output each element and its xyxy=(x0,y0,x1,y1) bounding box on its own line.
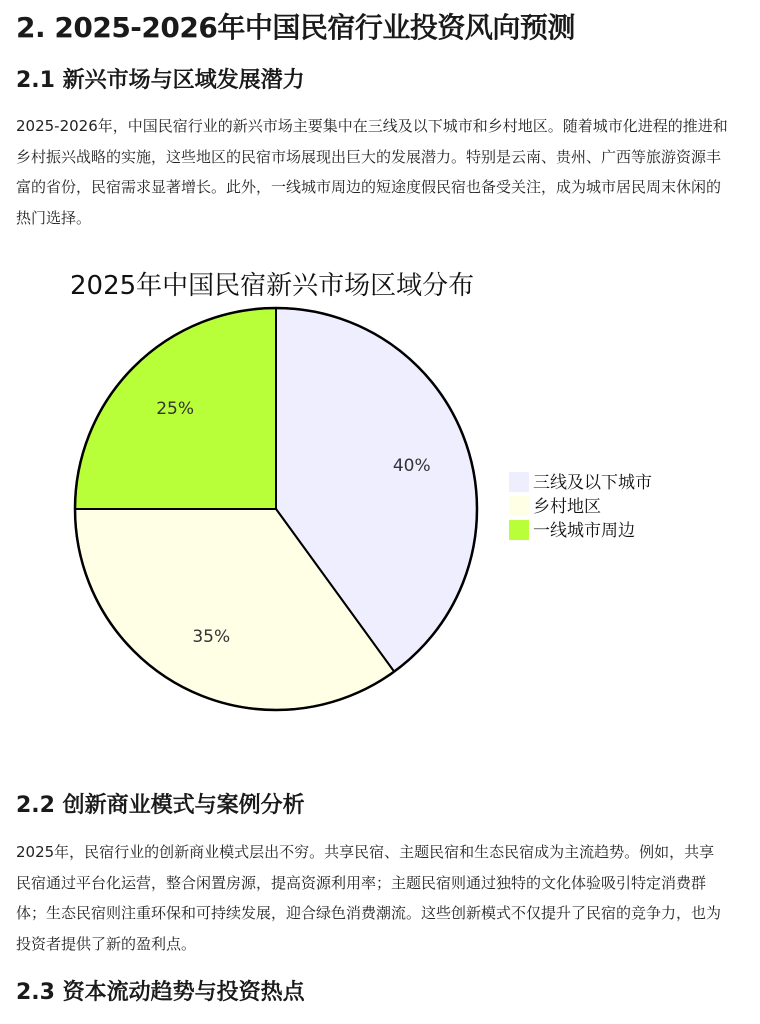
legend-swatch-1 xyxy=(509,472,529,492)
pie-chart-svg xyxy=(0,250,760,730)
chart-title: 2025年中国民宿新兴市场区域分布 xyxy=(70,271,475,301)
page-title: 2. 2025-2026年中国民宿行业投资风向预测 xyxy=(16,11,575,44)
section-paragraph-2-1: 2025-2026年，中国民宿行业的新兴市场主要集中在三线及以下城市和乡村地区。随着城市化进程的推进和乡村振兴战略的实施，这些地区的民宿市场展现出巨大的发展潜力。特别是云南、贵州、广西等旅游资源丰富的省份，民宿需求显著增长。此外，一线城市周边的短途度假民宿也备受关注，成为城市居民周末休闲的热门选择。 xyxy=(16,117,728,227)
section-heading-2-3: 2.3 资本流动趋势与投资热点 xyxy=(16,980,305,1005)
section-paragraph-2-2: 2025年，民宿行业的创新商业模式层出不穷。共享民宿、主题民宿和生态民宿成为主流趋势。例如，共享民宿通过平台化运营，整合闲置房源，提高资源利用率；主题民宿则通过独特的文化体验吸引特定消费群体；生态民宿则注重环保和可持续发展，迎合绿色消费潮流。这些创新模式不仅提升了民宿的竞争力，也为投资者提供了新的盈利点。 xyxy=(16,843,722,953)
legend-swatch-3 xyxy=(509,520,529,540)
legend-label-1: 三线及以下城市 xyxy=(533,473,652,493)
legend-label-3: 一线城市周边 xyxy=(533,521,635,541)
pie-slices xyxy=(75,308,477,710)
section-heading-2-1: 2.1 新兴市场与区域发展潜力 xyxy=(16,68,305,93)
legend-swatch-2 xyxy=(509,496,529,516)
pie-slice-label-1: 40% xyxy=(392,455,431,476)
pie-chart xyxy=(0,250,760,730)
section-heading-2-2: 2.2 创新商业模式与案例分析 xyxy=(16,793,305,818)
legend-label-2: 乡村地区 xyxy=(533,497,601,517)
pie-slice-label-3: 25% xyxy=(156,399,194,420)
pie-slice-label-2: 35% xyxy=(192,627,231,648)
chart-legend xyxy=(509,472,652,541)
